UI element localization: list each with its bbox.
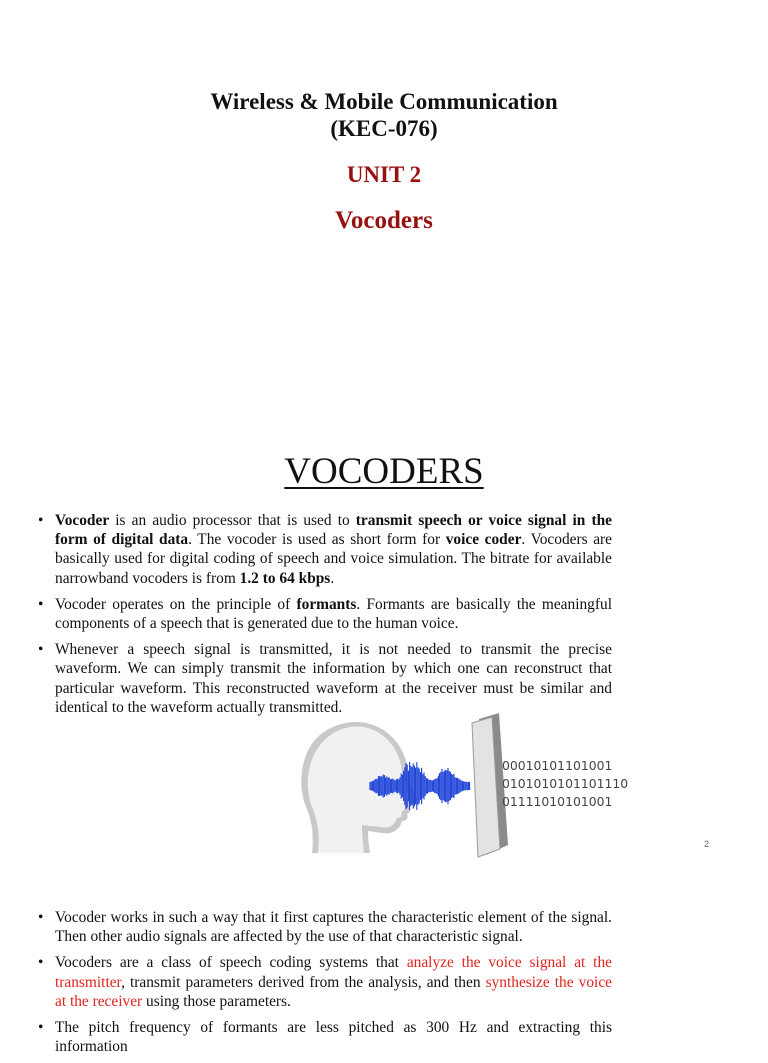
bullet-text: using those parameters. [142,992,291,1010]
binary-line: 0101010101101110 [502,776,629,791]
bullet-text: Vocoders are a class of speech coding systems that [55,954,407,972]
title-slide [0,0,768,420]
bullet-text: is an audio processor that is used to [109,512,356,529]
bullet-text: Whenever a speech signal is transmitted, it is not needed to transmit the precise waveform. We can simply transmit the information by which one can reconstruct that particular waveform. This reconstructed waveform at the receiver must be similar and identical to the waveform actually transmitted. [55,641,612,716]
bold-term: 1.2 to 64 kbps [239,569,331,587]
content-slide-vocoders [0,420,768,860]
bullet-list [38,908,612,1063]
bold-term: formants [296,595,357,613]
bullet-item [38,953,612,1011]
bullet-text: . Formants are basically the meaningful components of a speech that is generated due to the human voice. [55,595,612,633]
bullet-dot-icon: • [38,595,44,613]
bold-term: voice coder [445,531,522,549]
highlight-text: synthesize the voice at the receiver [55,973,612,1010]
content-slide-continued [0,860,768,1056]
course-code: (KEC-076) [330,116,438,141]
bold-term: Vocoder [55,512,110,529]
bullet-dot-icon: • [38,954,44,972]
binary-line: 00010101101001 [502,758,613,773]
bullet-item [38,595,612,633]
binary-line: 01111010101001 [502,794,613,809]
bullet-list [38,511,612,724]
bullet-item [38,908,612,946]
bullet-dot-icon: • [38,909,44,926]
bullet-text: . Vocoders are basically used for digital coding of speech and voice simulation. The bitrate for available narrowband vocoders is from [55,531,612,587]
bullet-item [38,640,612,717]
bullet-text: . The vocoder is used as short form for [188,531,446,549]
bullet-text: . [330,569,335,587]
page-number: 2 [704,839,710,849]
bullet-item [38,511,612,588]
bullet-text: The pitch frequency of formants are less pitched as 300 Hz and extracting this information [55,1019,612,1056]
course-title: Wireless & Mobile Communication [210,89,558,114]
bullet-text: Vocoder works in such a way that it first captures the characteristic element of the signal. Then other audio signals are affected by the use of that characteristic signal. [55,909,612,946]
slide-heading: VOCODERS [284,451,484,492]
bullet-text: Vocoder operates on the principle of [55,595,297,613]
unit-label: UNIT 2 [346,162,422,187]
bullet-dot-icon: • [38,1019,44,1037]
bold-term: transmit speech or voice signal in the form of digital data [55,512,613,549]
bullet-dot-icon: • [38,641,44,659]
topic-title: Vocoders [335,207,433,234]
highlight-text: analyze the voice signal at the transmitter [55,954,612,991]
bullet-dot-icon: • [38,512,44,529]
bullet-item [38,1018,612,1056]
bullet-text: , transmit parameters derived from the analysis, and then [121,973,486,991]
binary-data-block [502,757,628,811]
